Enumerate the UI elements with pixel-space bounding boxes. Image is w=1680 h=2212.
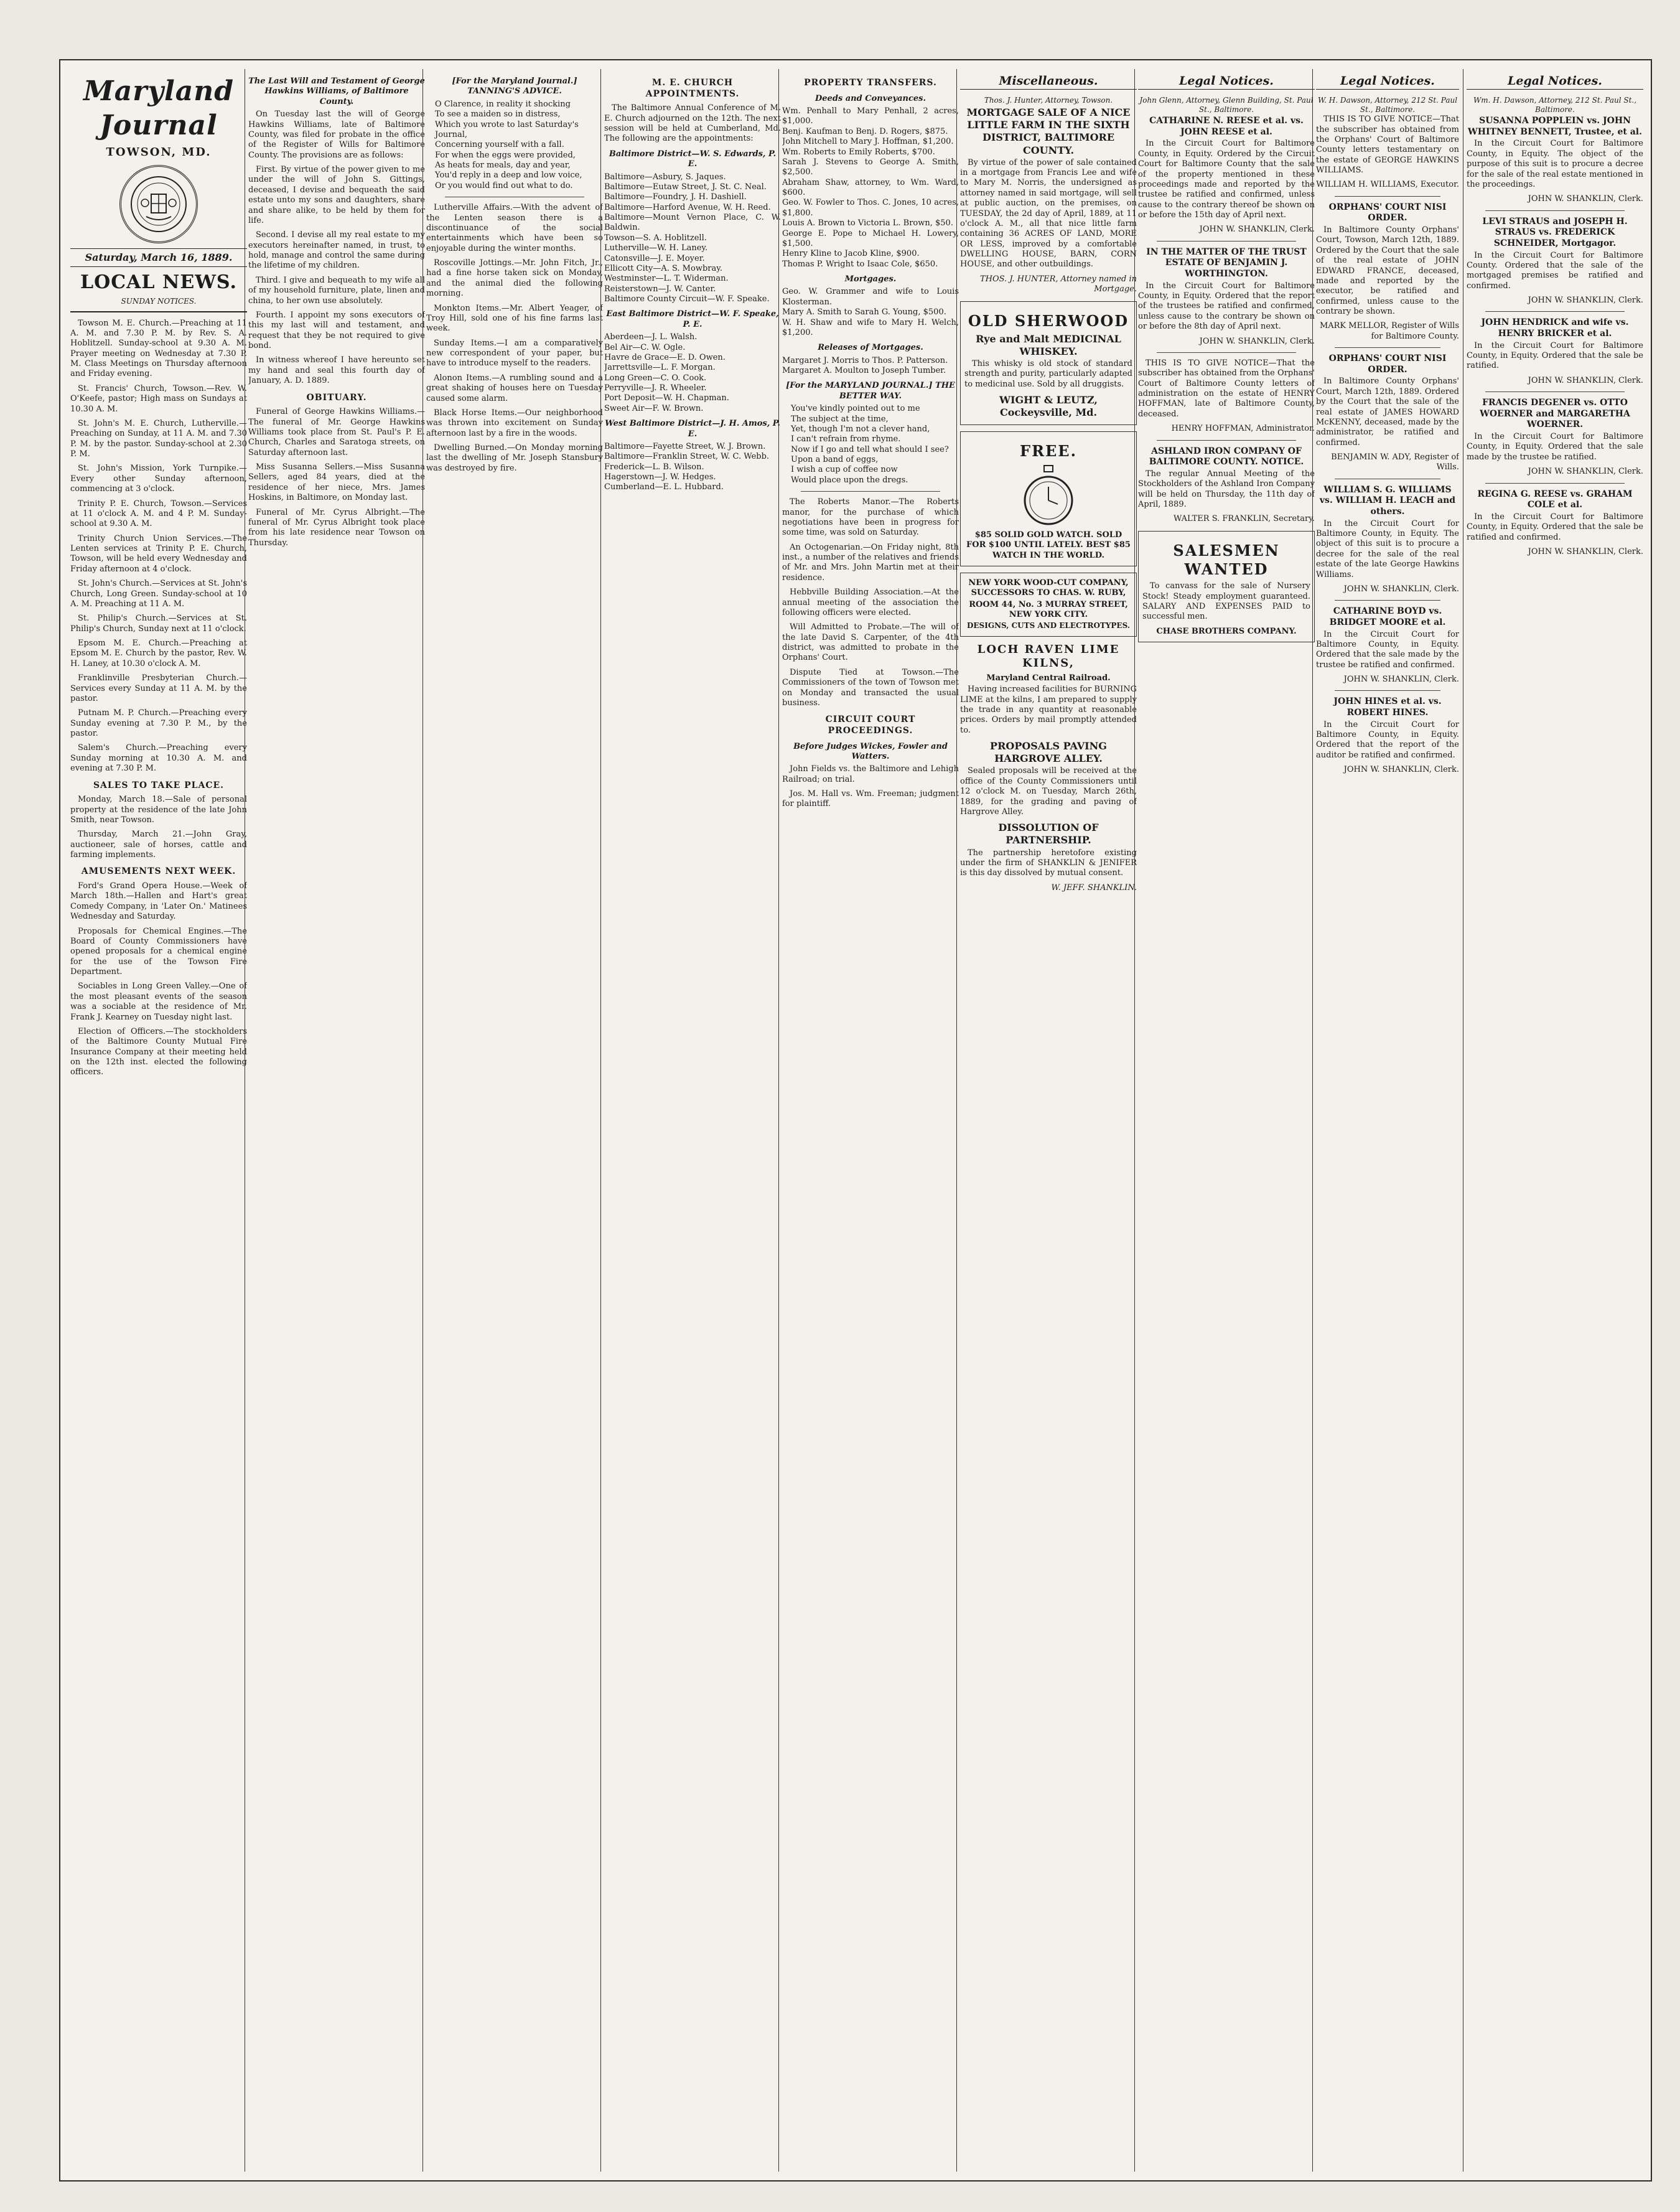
transfer-item: Abraham Shaw, attorney, to Wm. Ward, $600. [782, 177, 959, 197]
column-2 [248, 72, 425, 2169]
attorney-line: Wm. H. Dawson, Attorney, 212 St. Paul St., Baltimore. [1473, 95, 1637, 115]
news-item: An Octogenarian.—On Friday night, 8th inst., a number of the relatives and friends of Mr. and Mrs. John Martin met at their residence. [782, 542, 959, 583]
column-7 [1138, 72, 1315, 2169]
watch-icon [964, 464, 1132, 527]
appointment-item: Baltimore—Franklin Street, W. C. Webb. [604, 452, 770, 462]
notice-title: FRANCIS DEGENER vs. OTTO WOERNER and MARGARETHA WOERNER. [1480, 398, 1630, 430]
divider [1485, 483, 1625, 484]
appointment-item: Baltimore—Asbury, S. Jaques. [604, 172, 726, 182]
ad-text: $85 SOLID GOLD WATCH. SOLD FOR $100 UNTIL LATELY. BEST $85 WATCH IN THE WORLD. [966, 530, 1131, 560]
notice-signature: JOHN W. SHANKLIN, Clerk. [1199, 225, 1315, 235]
notice-text: THIS IS TO GIVE NOTICE—That the subscriber has obtained from the Orphans' Court of Baltimore County letters testamentary on the estate of GEORGE HAWKINS WILLIAMS. [1316, 115, 1459, 176]
newspaper-page [59, 59, 1652, 2182]
notice-text: In the Circuit Court for Baltimore County, in Equity. The object of the purpose of this suit is to procure a decree for the sale of the real estate mentioned in the proceedings. [1467, 139, 1643, 189]
poem-line: Which you wrote to last Saturday's Journal, [435, 120, 579, 139]
article-paragraph: Fourth. I appoint my sons executors of this my last will and testament, and request that they be not required to give bond. [248, 310, 425, 350]
attorney-line: Thos. J. Hunter, Attorney, Towson. [984, 95, 1113, 105]
news-item: Sociables in Long Green Valley.—One of the most pleasant events of the season was a sociable at the residence of Mr. Frank J. Kearney on Tuesday night last. [70, 982, 247, 1022]
transfer-item: Thomas P. Wright to Isaac Cole, $650. [782, 259, 938, 269]
notice-title: CATHARINE N. REESE et al. vs. JOHN REESE et al. [1149, 116, 1304, 137]
obituary-item: Funeral of George Hawkins Williams.—The funeral of Mr. George Hawkins Williams took place from St. Paul's P. E. Church, Charles and Saratoga streets, on Saturday afternoon last. [248, 407, 425, 457]
notice-title: ORPHANS' COURT NISI ORDER. [1328, 354, 1447, 375]
transfer-item: Louis A. Brown to Victoria L. Brown, $50. [782, 218, 953, 228]
ad-headline: PROPOSALS PAVING HARGROVE ALLEY. [990, 740, 1107, 765]
notice-item: St. John's Mission, York Turnpike.—Every other Sunday afternoon, commencing at 3 o'clock. [70, 464, 247, 494]
notice-title: REGINA G. REESE vs. GRAHAM COLE et al. [1477, 489, 1633, 510]
masthead [70, 74, 247, 312]
court-subheading: Before Judges Wickes, Fowler and Watters. [793, 741, 948, 761]
ad-subheadline: DESIGNS, CUTS AND ELECTROTYPES. [966, 621, 1130, 630]
column-6 [960, 72, 1137, 2169]
news-item: Lutherville Affairs.—With the advent of the Lenten season there is a discontinuance of the social entertainments which have been so enjoyable during the winter months. [426, 203, 603, 253]
transfer-item: Geo. W. Fowler to Thos. C. Jones, 10 acres, $1,800. [782, 198, 959, 218]
poem-heading: [For the MARYLAND JOURNAL.] THE BETTER WAY. [786, 381, 955, 401]
notice-text: In the Circuit Court for Baltimore County, in Equity. Ordered that the sale made by the trustee be ratified and confirmed. [1316, 629, 1459, 670]
notice-title: JOHN HENDRICK and wife vs. HENRY BRICKER et al. [1481, 317, 1629, 339]
news-item: Sunday Items.—I am a comparatively new correspondent of your paper, but have to introduce myself to the readers. [426, 338, 603, 368]
ad-headline: DISSOLUTION OF PARTNERSHIP. [998, 822, 1099, 846]
newspaper-place: TOWSON, MD. [106, 145, 212, 159]
mortgages-subheading: Mortgages. [844, 274, 897, 284]
notice-signature: JOHN W. SHANKLIN, Clerk. [1528, 296, 1643, 306]
sale-item: Monday, March 18.—Sale of personal property at the residence of the late John Smith, near Towson. [70, 795, 247, 825]
mortgage-item: Geo. W. Grammer and wife to Louis Klosterman. [782, 287, 959, 307]
ad-headline: OLD SHERWOOD [968, 311, 1129, 330]
ad-text: Having increased facilities for BURNING LIME at the kilns, I am prepared to supply the trade in any quantity at reasonable prices. Orders by mail promptly attended to. [960, 685, 1137, 735]
ad-text: Sealed proposals will be received at the office of the County Commissioners until 12 o'clock M. on Tuesday, March 26th, 1889, for the grading and paving of Hargrove Alley. [960, 766, 1137, 817]
poem [791, 404, 959, 485]
notice-signature: JOHN W. SHANKLIN, Clerk. [1528, 467, 1643, 477]
ad-text: To canvass for the sale of Nursery Stock! Steady employment guaranteed. SALARY AND EXPENSES PAID to successful men. [1142, 581, 1310, 622]
ad-address: ROOM 44, No. 3 MURRAY STREET, NEW YORK CITY. [969, 599, 1128, 620]
notice-text: In the Circuit Court for Baltimore County, in Equity. Ordered that the sale be ratified and confirmed. [1467, 512, 1643, 542]
notice-text: In the Circuit Court for Baltimore County, in Equity. The object of this suit is to procure a decree for the sale of the real estate of the late George Hawkins Williams. [1316, 518, 1459, 579]
transfer-item: Henry Kline to Jacob Kline, $900. [782, 249, 920, 259]
notice-title: LEVI STRAUS and JOSEPH H. STRAUS vs. FREDERICK SCHNEIDER, Mortgagor. [1482, 216, 1628, 248]
notice-item: Epsom M. E. Church.—Preaching at Epsom M. E. Church by the pastor, Rev. W. H. Laney, at 10.30 o'clock A. M. [70, 639, 247, 668]
news-item: Roscoville Jottings.—Mr. John Fitch, Jr., had a fine horse taken sick on Monday, and the animal died the following morning. [426, 258, 603, 299]
mortgage-item: W. H. Shaw and wife to Mary H. Welch, $1,200. [782, 317, 959, 337]
district-heading: East Baltimore District—W. F. Speake, P. E. [606, 309, 779, 329]
poem-line: Now if I go and tell what should I see? [791, 444, 949, 454]
notice-signature: JOHN W. SHANKLIN, Clerk. [1343, 765, 1459, 775]
ad-firm: CHASE BROTHERS COMPANY. [1156, 626, 1297, 636]
poem-heading: [For the Maryland Journal.] TANNING'S ADVICE. [452, 77, 577, 96]
notice-signature: JOHN W. SHANKLIN, Clerk. [1343, 675, 1459, 685]
appointment-item: Aberdeen—J. L. Walsh. [604, 332, 698, 342]
attorney-line: John Glenn, Attorney, Glenn Building, St. Paul St., Baltimore. [1139, 95, 1314, 115]
poem-line: To see a maiden so in distress, [435, 110, 561, 120]
notice-text: The regular Annual Meeting of the Stockholders of the Ashland Iron Company will be held on Thursday, the 11th day of April, 1889. [1138, 469, 1315, 509]
notice-title: ASHLAND IRON COMPANY OF BALTIMORE COUNTY. NOTICE. [1149, 446, 1304, 467]
notice-text: In the Circuit Court for Baltimore County. Ordered that the sale of the mortgaged premises be ratified and confirmed. [1467, 250, 1643, 291]
appointment-item: Frederick—L. B. Wilson. [604, 462, 704, 472]
woodcut-ad [960, 573, 1137, 637]
appointment-item: Baltimore—Eutaw Street, J. St. C. Neal. [604, 182, 767, 192]
ad-headline: FREE. [1020, 441, 1077, 460]
notice-signature: BENJAMIN W. ADY, Register of Wills. [1331, 452, 1459, 472]
notice-text: In the Circuit Court for Baltimore County, in Equity. Ordered by the Circuit Court for Baltimore County that the sale of the property mentioned in these proceedings made and reported by the trustee be ratified and confirmed, unless cause to the contrary thereof be shown on or before the 15th day of April next. [1138, 139, 1315, 220]
salesmen-ad [1138, 531, 1315, 642]
article-paragraph: First. By virtue of the power given to me under the will of John S. Gittings, deceased, I devise and bequeath the said estate unto my sons and daughters, share and share alike, to be held by them for life. [248, 165, 425, 225]
article-paragraph: Third. I give and bequeath to my wife all of my household furniture, plate, linen and china, to her own use absolutely. [248, 275, 425, 306]
release-item: Margaret J. Morris to Thos. P. Patterson. [782, 355, 948, 365]
divider [1485, 311, 1625, 312]
article-paragraph: Second. I devise all my real estate to my executors hereinafter named, in trust, to hold, manage and control the same during the lifetime of my children. [248, 230, 425, 271]
news-item: Dwelling Burned.—On Monday morning last the dwelling of Mr. Joseph Stansbury was destroyed by fire. [426, 443, 603, 473]
poem-line: I wish a cup of coffee now [791, 465, 898, 475]
divider [1485, 391, 1625, 392]
poem-line: O Clarence, in reality it shocking [435, 99, 571, 109]
ad-subheadline: Maryland Central Railroad. [986, 673, 1111, 683]
divider [1157, 352, 1296, 353]
dateline: Saturday, March 16, 1889. [70, 248, 247, 267]
section-heading: Legal Notices. [1467, 74, 1643, 90]
transfer-item: Benj. Kaufman to Benj. D. Rogers, $875. [782, 126, 948, 136]
transfers-subheading: Deeds and Conveyances. [815, 93, 926, 103]
ad-headline: SALESMEN WANTED [1173, 541, 1280, 578]
appointment-item: Sweet Air—F. W. Brown. [604, 403, 704, 413]
appointment-item: Hagerstown—J. W. Hedges. [604, 472, 716, 482]
divider [801, 491, 940, 492]
news-item: Alonon Items.—A rumbling sound and a great shaking of houses here on Tuesday caused some alarm. [426, 373, 603, 403]
transfer-item: Wm. Roberts to Emily Roberts, $700. [782, 147, 935, 157]
court-item: John Fields vs. the Baltimore and Lehigh Railroad; on trial. [782, 764, 959, 784]
appointment-item: Catonsville—J. E. Moyer. [604, 253, 705, 263]
district-heading: West Baltimore District—J. H. Amos, P. E. [605, 419, 780, 439]
notice-text: In the Circuit Court for Baltimore County, in Equity. Ordered that the sale be ratified. [1467, 340, 1643, 371]
poem-line: I can't refrain from rhyme. [791, 434, 901, 444]
appointment-item: Cumberland—E. L. Hubbard. [604, 482, 724, 492]
church-notices [70, 319, 247, 774]
notice-text: In Baltimore County Orphans' Court, Towson, March 12th, 1889. Ordered by the Court that the sale of the real estate of JOHN EDWARD FRANCE, deceased, made and reported by the executor, be ratified and confirmed, unless cause to the contrary be shown. [1316, 225, 1459, 317]
district-heading: Baltimore District—W. S. Edwards, P. E. [609, 149, 777, 169]
column-3 [426, 72, 603, 2169]
section-subtitle: SUNDAY NOTICES. [121, 296, 197, 306]
obituary-item: Miss Susanna Sellers.—Miss Susanna Sellers, aged 84 years, died at the residence of her niece, Mrs. James Hoskins, in Baltimore, on Monday last. [248, 462, 425, 503]
notice-signature: JOHN W. SHANKLIN, Clerk. [1199, 336, 1315, 346]
notice-item: St. Philip's Church.—Services at St. Philip's Church, Sunday next at 11 o'clock. [70, 614, 247, 634]
transfer-item: Wm. Penhall to Mary Penhall, 2 acres, $1,000. [782, 106, 959, 126]
appointment-item: Bel Air—C. W. Ogle. [604, 342, 686, 352]
amusements-heading: AMUSEMENTS NEXT WEEK. [81, 866, 236, 877]
news-item: The Roberts Manor.—The Roberts manor, for the purchase of which negotiations have been in progress for some time, was sold on Saturday. [782, 497, 959, 538]
news-item: Proposals for Chemical Engines.—The Board of County Commissioners have opened proposals for a chemical engine for the use of the Towson Fire Department. [70, 926, 247, 977]
divider [1485, 210, 1625, 211]
appointment-item: Westminster—L. T. Widerman. [604, 274, 729, 284]
notice-text: In Baltimore County Orphans' Court, March 12th, 1889. Ordered by the Court that the sale of the real estate of JAMES HOWARD McKENNY, deceased, made by the administrator, be ratified and confirmed. [1316, 377, 1459, 448]
notice-title: WILLIAM S. G. WILLIAMS vs. WILLIAM H. LEACH and others. [1319, 484, 1456, 517]
article-heading: The Last Will and Testament of George Hawkins Williams, of Baltimore County. [248, 77, 425, 106]
section-heading: Legal Notices. [1316, 74, 1459, 90]
notice-item: St. John's M. E. Church, Lutherville.—Preaching on Sunday, at 11 A. M. and 7.30 P. M. by the pastor. Sunday-school at 2.30 P. M. [70, 418, 247, 459]
news-item: Dispute Tied at Towson.—The Commissioners of the town of Towson met on Monday and transacted the usual business. [782, 667, 959, 708]
column-8 [1316, 72, 1459, 2169]
poem-line: Yet, though I'm not a clever hand, [791, 424, 930, 434]
ad-firm: WIGHT & LEUTZ, Cockeysville, Md. [999, 394, 1098, 419]
news-item: Will Admitted to Probate.—The will of the late David S. Carpenter, of the 4th district, was admitted to probate in the Orphans' Court. [782, 622, 959, 663]
news-item: Monkton Items.—Mr. Albert Yeager, of Troy Hill, sold one of his fine farms last week. [426, 303, 603, 334]
appointment-item: Towson—S. A. Hoblitzell. [604, 233, 707, 243]
article-paragraph: In witness whereof I have hereunto set my hand and seal this fourth day of January, A. D. 1889. [248, 355, 425, 386]
mortgage-item: Mary A. Smith to Sarah G. Young, $500. [782, 307, 946, 317]
appointment-item: Baltimore—Mount Vernon Place, C. W. Baldwin. [604, 213, 781, 233]
obituary-heading: OBITUARY. [306, 392, 367, 403]
sales-heading: SALES TO TAKE PLACE. [93, 780, 225, 790]
column-1 [70, 72, 247, 2169]
appointment-list [604, 332, 781, 414]
releases-subheading: Releases of Mortgages. [818, 343, 923, 353]
newspaper-title: Maryland Journal [83, 75, 234, 142]
ad-text: By virtue of the power of sale contained in a mortgage from Francis Lee and wife to Mary M. Norris, the undersigned as attorney named in said mortgage, will sell at public auction, on the premises, on TUESDAY, the 2d day of April, 1889, at 11 o'clock A. M., all that nice little farm containing 36 ACRES OF LAND, MORE OR LESS, improved by a comfortable DWELLING HOUSE, BARN, CORN HOUSE, and other outbuildings. [960, 157, 1137, 269]
poem-line: Upon a band of eggs, [791, 455, 879, 464]
ad-signature: W. JEFF. SHANKLIN. [1051, 883, 1137, 893]
transfers-heading: PROPERTY TRANSFERS. [804, 78, 937, 88]
court-item: Jos. M. Hall vs. Wm. Freeman; judgment for plaintiff. [782, 789, 959, 809]
news-item: Hebbville Building Association.—At the annual meeting of the association the following officers were elected. [782, 588, 959, 617]
state-seal-icon [119, 165, 198, 243]
appointment-item: Long Green—C. O. Cook. [604, 373, 707, 383]
notice-item: Putnam M. P. Church.—Preaching every Sunday evening at 7.30 P. M., by the pastor. [70, 708, 247, 739]
column-5 [782, 72, 959, 2169]
appointment-item: Ellicott City—A. S. Mowbray. [604, 263, 722, 273]
notice-signature: WILLIAM H. WILLIAMS, Executor. [1316, 180, 1459, 190]
notice-text: In the Circuit Court for Baltimore County, in Equity. Ordered that the report of the trustees be ratified and confirmed, unless cause to the contrary be shown on or before the 8th day of April next. [1138, 281, 1315, 332]
divider [1335, 690, 1440, 691]
notice-signature: JOHN W. SHANKLIN, Clerk. [1528, 546, 1643, 556]
notice-item: St. Francis' Church, Towson.—Rev. W. O'Keefe, pastor; High mass on Sundays at 10.30 A. M. [70, 383, 247, 414]
whisky-ad [960, 301, 1137, 425]
news-item: Election of Officers.—The stockholders of the Baltimore County Mutual Fire Insurance Company at their meeting held on the 12th inst. elected the following officers. [70, 1026, 247, 1077]
amusement-item: Ford's Grand Opera House.—Week of March 18th.—Hallen and Hart's great Comedy Company, in 'Later On.' Matinees Wednesday and Saturday. [70, 881, 247, 922]
notice-text: In the Circuit Court for Baltimore County, in Equity. Ordered that the report of the auditor be ratified and confirmed. [1316, 719, 1459, 760]
sale-item: Thursday, March 21.—John Gray, auctioneer, sale of horses, cattle and farming implements. [70, 830, 247, 860]
ad-text: The partnership heretofore existing under the firm of SHANKLIN & JENIFER is this day dissolved by mutual consent. [960, 848, 1137, 878]
notice-signature: JOHN W. SHANKLIN, Clerk. [1343, 584, 1459, 594]
release-item: Margaret A. Moulton to Joseph Tumber. [782, 366, 946, 375]
ad-headline: NEW YORK WOOD-CUT COMPANY, SUCCESSORS TO CHAS. W. RUBY, [968, 578, 1129, 598]
notice-item: Franklinville Presbyterian Church.—Services every Sunday at 11 A. M. by the pastor. [70, 673, 247, 703]
poem-line: You'd reply in a deep and low voice, [435, 171, 582, 180]
poem-line: Concerning yourself with a fall. [435, 140, 564, 150]
notice-signature: HENRY HOFFMAN, Administrator. [1171, 424, 1315, 434]
court-heading: CIRCUIT COURT PROCEEDINGS. [825, 715, 916, 736]
notice-item: Trinity P. E. Church, Towson.—Services at 11 o'clock A. M. and 4 P. M. Sunday-school at 9.30 A. M. [70, 499, 247, 529]
poem [435, 100, 603, 191]
notice-signature: JOHN W. SHANKLIN, Clerk. [1528, 194, 1643, 204]
appointments-intro: The Baltimore Annual Conference of M. E. Church adjourned on the 12th. The next session will be held at Cumberland, Md. The following are the appointments: [604, 103, 781, 144]
section-title: LOCAL NEWS. [80, 271, 237, 293]
poem-line: As heats for meals, day and year, [435, 161, 571, 170]
notice-title: IN THE MATTER OF THE TRUST ESTATE OF BENJAMIN J. WORTHINGTON. [1146, 246, 1307, 279]
notice-title: ORPHANS' COURT NISI ORDER. [1328, 202, 1447, 223]
divider [1157, 440, 1296, 441]
ad-signature: THOS. J. HUNTER, Attorney named in Mortgage. [979, 274, 1137, 294]
ad-subheadline: Rye and Malt MEDICINAL WHISKEY. [976, 332, 1121, 357]
ad-headline: LOCH RAVEN LIME KILNS, [977, 642, 1120, 670]
news-item: Black Horse Items.—Our neighborhood was thrown into excitement on Sunday afternoon last by a fire in the woods. [426, 408, 603, 438]
transfer-item: Sarah J. Stevens to George A. Smith, $2,500. [782, 157, 959, 177]
appointment-item: Baltimore—Foundry, J. H. Dashiell. [604, 192, 747, 202]
notice-item: Salem's Church.—Preaching every Sunday morning at 10.30 A. M. and evening at 7.30 P. M. [70, 743, 247, 774]
article-paragraph: On Tuesday last the will of George Hawkins Williams, late of Baltimore County, was filed for probate in the office of the Register of Wills for Baltimore County. The provisions are as follows: [248, 110, 425, 160]
notice-title: JOHN HINES et al. vs. ROBERT HINES. [1333, 696, 1442, 718]
notice-item: Towson M. E. Church.—Preaching at 11 A. M. and 7.30 P. M. by Rev. S. A. Hoblitzell. Sunday-school at 9.30 A. M. Prayer meeting on Wednesday at 7.30 P. M. Class Meetings on Thursday afternoon and Friday evening. [70, 318, 247, 379]
watch-ad [960, 431, 1137, 566]
poem-line: The subject at the time, [791, 414, 889, 424]
ad-text: This whisky is old stock of standard strength and purity, particularly adapted to medicinal use. Sold by all druggists. [964, 359, 1132, 389]
notice-item: Trinity Church Union Services.—The Lenten services at Trinity P. E. Church, Towson, will be held every Wednesday and Friday afternoon at 4 o'clock. [70, 533, 247, 574]
notice-signature: MARK MELLOR, Register of Wills for Baltimore County. [1319, 321, 1459, 341]
divider [1335, 600, 1440, 601]
appointment-list [604, 442, 781, 493]
appointments-heading: M. E. CHURCH APPOINTMENTS. [645, 78, 740, 99]
attorney-line: W. H. Dawson, Attorney, 212 St. Paul St., Baltimore. [1317, 95, 1458, 115]
appointment-item: Reisterstown—J. W. Canter. [604, 284, 716, 294]
notice-item: St. John's Church.—Services at St. John's Church, Long Green. Sunday-school at 10 A. M. Preaching at 11 A. M. [70, 579, 247, 609]
ad-title: MORTGAGE SALE OF A NICE LITTLE FARM IN THE SIXTH DISTRICT, BALTIMORE COUNTY. [966, 106, 1131, 156]
notice-text: In the Circuit Court for Baltimore County, in Equity. Ordered that the sale made by the trustee be ratified. [1467, 432, 1643, 462]
transfer-item: John Mitchell to Mary J. Hoffman, $1,200. [782, 137, 954, 147]
notice-title: SUSANNA POPPLEIN vs. JOHN WHITNEY BENNETT, Trustee, et al. [1468, 116, 1642, 137]
poem-line: You've kindly pointed out to me [791, 404, 920, 414]
appointment-item: Baltimore—Fayette Street, W. J. Brown. [604, 441, 766, 451]
divider [1335, 347, 1440, 348]
poem-line: Would place upon the dregs. [791, 475, 908, 485]
transfer-list [782, 106, 959, 269]
divider [1335, 196, 1440, 197]
appointment-item: Jarrettsville—L. F. Morgan. [604, 363, 716, 373]
transfer-item: George E. Pope to Michael H. Lowery, $1,500. [782, 228, 959, 248]
appointment-item: Lutherville—W. H. Laney. [604, 243, 708, 253]
appointment-item: Havre de Grace—E. D. Owen. [604, 352, 726, 362]
appointment-list [604, 172, 781, 305]
notice-title: CATHARINE BOYD vs. BRIDGET MOORE et al. [1329, 606, 1446, 627]
appointment-item: Baltimore—Harford Avenue, W. H. Reed. [604, 202, 771, 212]
appointment-item: Baltimore County Circuit—W. F. Speake. [604, 294, 770, 304]
section-heading: Miscellaneous. [960, 74, 1137, 90]
notice-signature: JOHN W. SHANKLIN, Clerk. [1528, 375, 1643, 385]
appointment-item: Perryville—J. R. Wheeler. [604, 383, 707, 393]
obituary-item: Funeral of Mr. Cyrus Albright.—The funeral of Mr. Cyrus Albright took place from his late residence near Towson on Thursday. [248, 507, 425, 548]
column-4 [604, 72, 781, 2169]
column-9 [1467, 72, 1643, 2169]
poem-line: For when the eggs were provided, [435, 150, 576, 160]
notice-signature: WALTER S. FRANKLIN, Secretary. [1173, 514, 1315, 524]
notice-text: THIS IS TO GIVE NOTICE—That the subscriber has obtained from the Orphans' Court of Baltimore County letters of administration on the estate of HENRY HOFFMAN, late of Baltimore County, deceased. [1138, 358, 1315, 419]
section-heading: Legal Notices. [1138, 74, 1315, 90]
poem-line: Or you would find out what to do. [435, 180, 573, 190]
appointment-item: Port Deposit—W. H. Chapman. [604, 393, 729, 403]
